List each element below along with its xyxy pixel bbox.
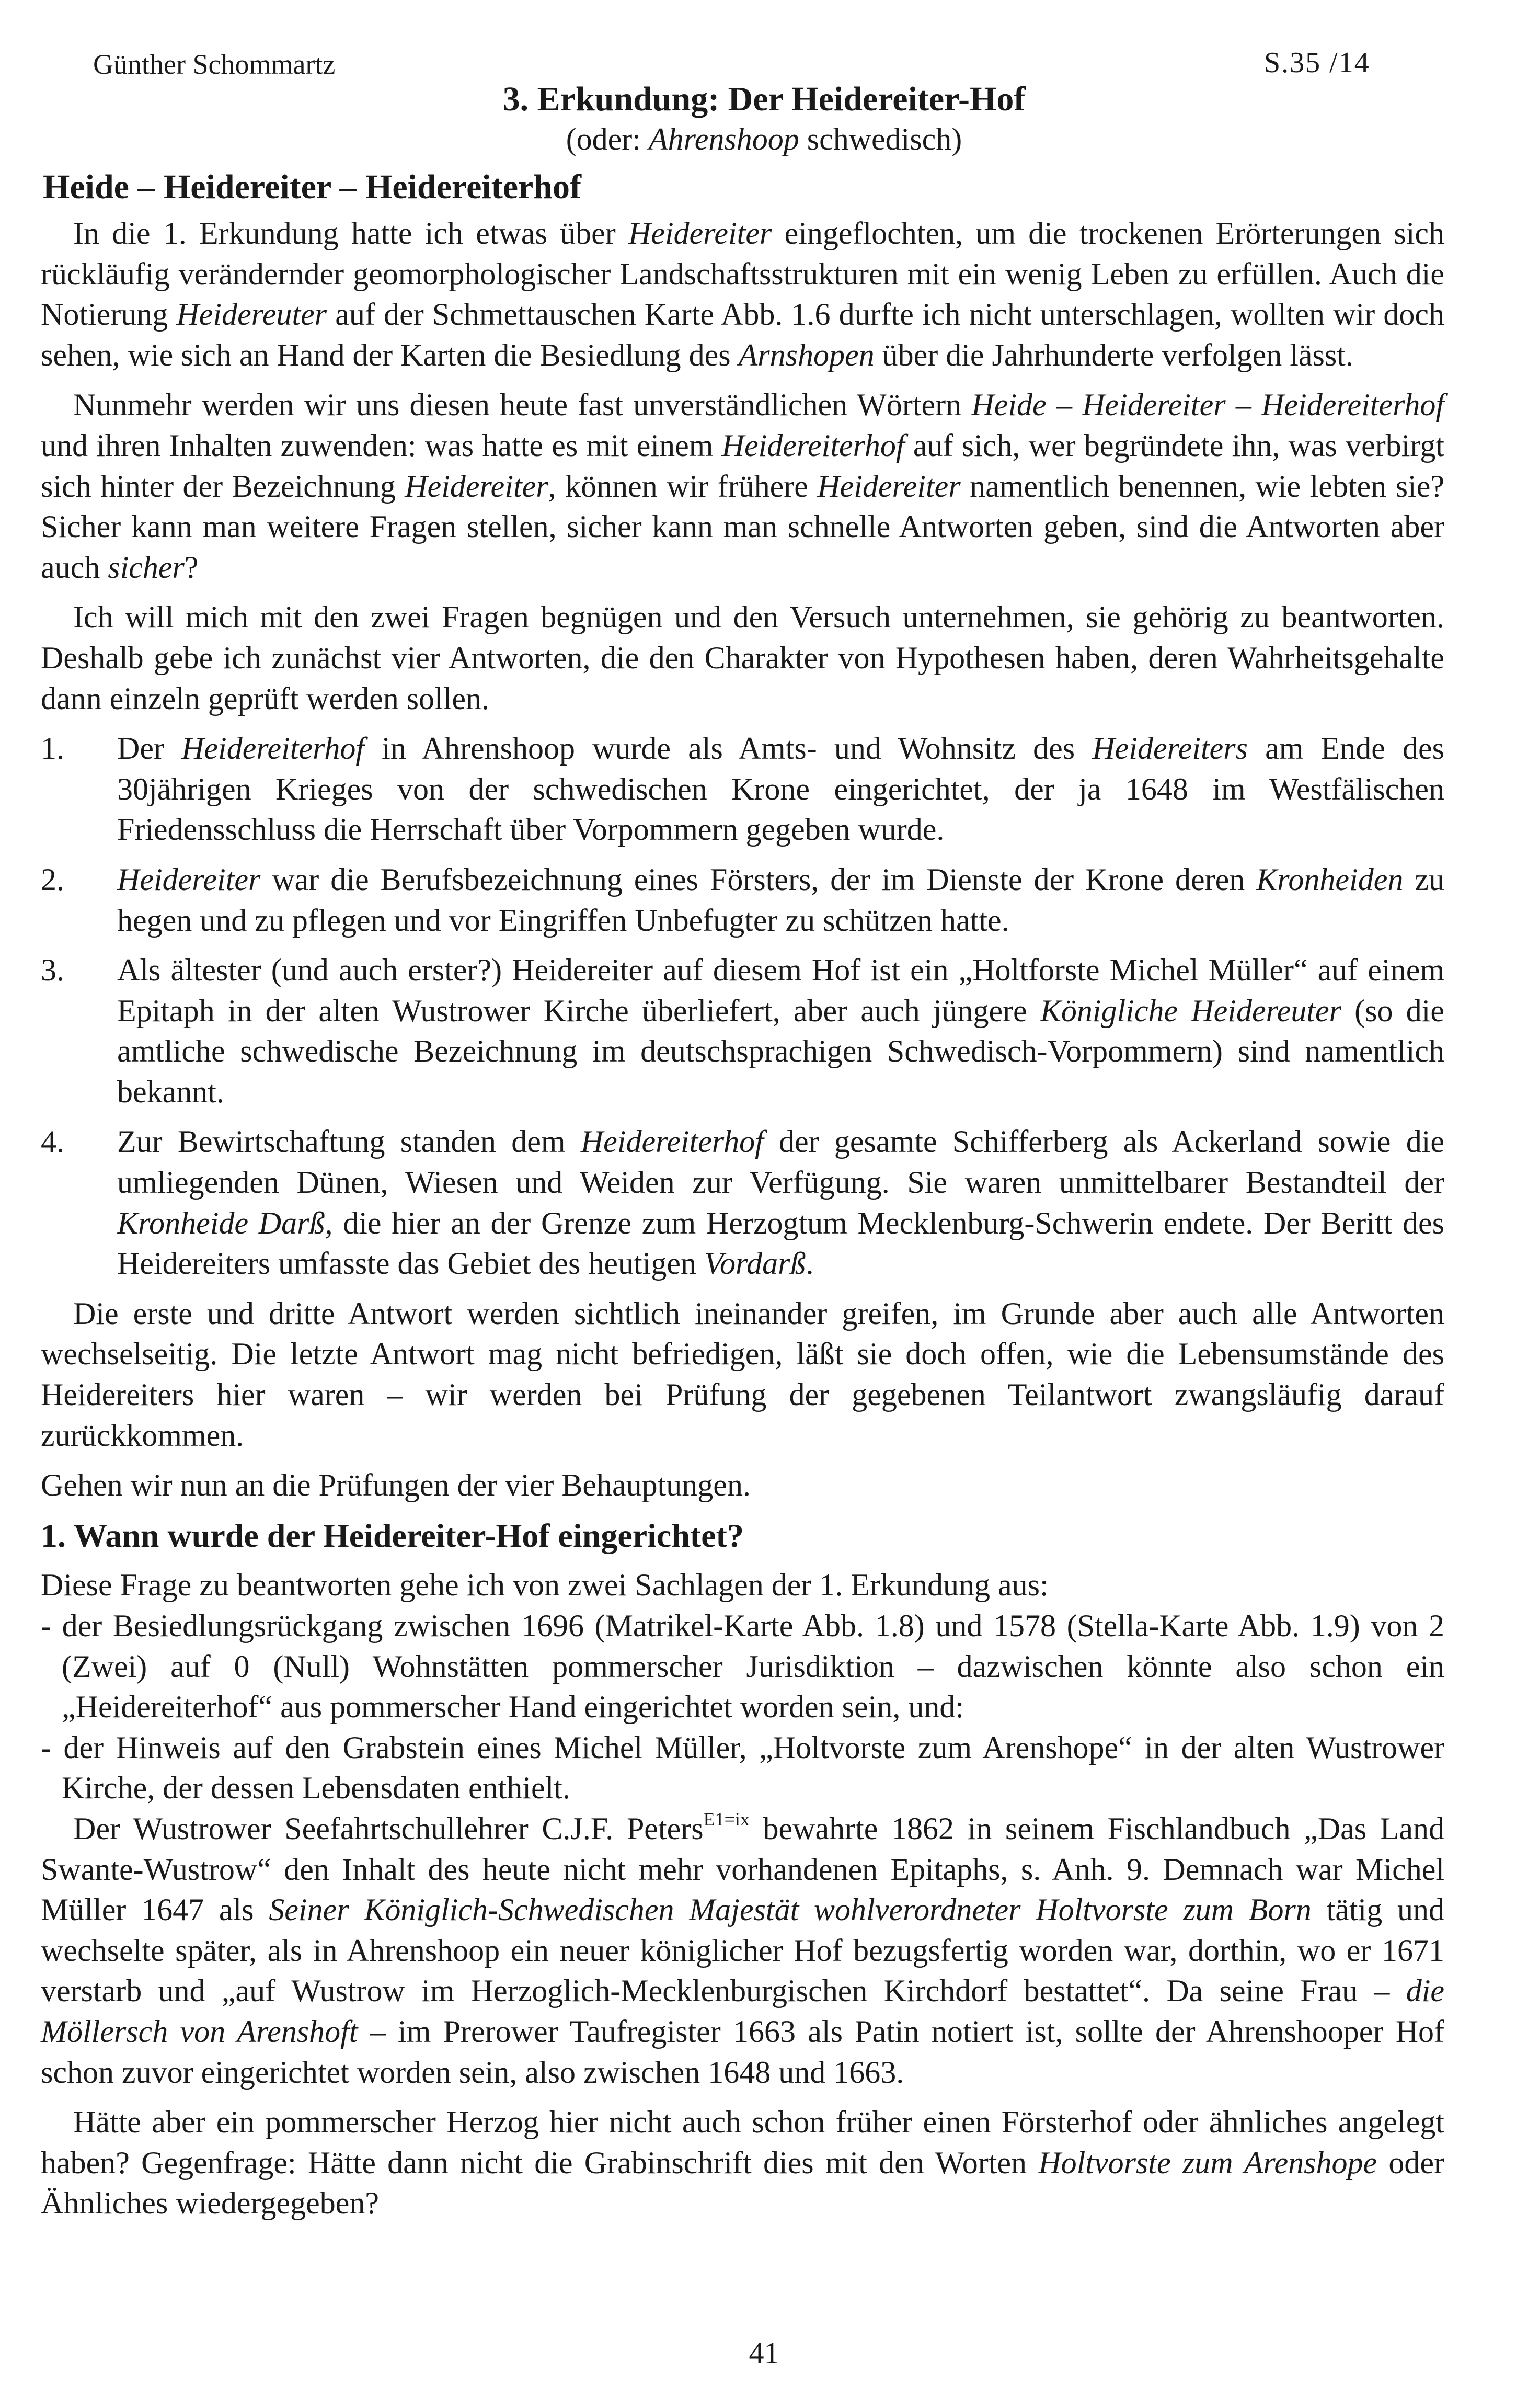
paragraph-4: Die erste und dritte Antwort werden sichtlich ineinander greifen, im Grunde aber auch alle Antworten wechselseitig. Die letzte Antwort mag nicht befriedigen, läßt sie doch offen, wie die Lebensumstände des Heidereiters hier waren – wir werden bei Prüfung der gegebenen Teilantwort zwangsläufig darauf zurückkommen. xyxy=(41,1296,1444,1453)
dash-item-1: - der Besiedlungsrückgang zwischen 1696 (Matrikel-Karte Abb. 1.8) und 1578 (Stella-Karte Abb. 1.9) von 2 (Zwei) auf 0 (Null) Wohnstätten pommerscher Jurisdiktion – dazwischen könnte also schon ein „Heidereiterhof“ aus pommerscher Hand eingerichtet worden sein, und: xyxy=(41,1608,1444,1725)
page-number: 41 xyxy=(749,2336,779,2370)
list-number: 1. xyxy=(41,731,64,766)
dash-item-2: - der Hinweis auf den Grabstein eines Michel Müller, „Holtvorste zum Arenshope“ in der alten Wustrower Kirche, der dessen Lebensdaten enthielt. xyxy=(41,1730,1444,1806)
header-author: Günther Schommartz xyxy=(93,49,336,80)
paragraph-3: Ich will mich mit den zwei Fragen begnügen und den Versuch unternehmen, sie gehörig zu beantworten. Deshalb gebe ich zunächst vier Antworten, die den Charakter von Hypothesen haben, deren Wahrheitsgehalte dann einzeln geprüft werden sollen. xyxy=(41,600,1444,716)
page-title: 3. Erkundung: Der Heidereiter-Hof xyxy=(502,80,1026,118)
page-subtitle: (oder: Ahrenshoop schwedisch) xyxy=(566,122,962,156)
paragraph-6: Diese Frage zu beantworten gehe ich von zwei Sachlagen der 1. Erkundung aus: xyxy=(41,1568,1049,1603)
body-text xyxy=(41,213,1444,2224)
subsection-heading: 1. Wann wurde der Heidereiter-Hof eingerichtet? xyxy=(41,1516,744,1554)
footnote-reference: E1=ix xyxy=(703,1808,750,1830)
list-item xyxy=(41,1122,1444,1284)
list-number: 2. xyxy=(41,862,64,897)
paragraph-8: Hätte aber ein pommerscher Herzog hier nicht auch schon früher einen Försterhof oder ähnliches angelegt haben? Gegenfrage: Hätte dann nicht die Grabinschrift dies mit den Worten Holtvorste zum Arenshope oder Ähnliches wiedergegeben? xyxy=(41,2105,1444,2221)
paragraph-1: In die 1. Erkundung hatte ich etwas über Heidereiter eingeflochten, um die trockenen Erörterungen sich rückläufig verändernder geomorphologischer Landschaftsstrukturen mit ein wenig Leben zu erfüllen. Auch die Notierung Heidereuter auf der Schmettauschen Karte Abb. 1.6 durfte ich nicht unterschlagen, wollten wir doch sehen, wie sich an Hand der Karten die Besiedlung des Arnshopen über die Jahrhunderte verfolgen lässt. xyxy=(41,216,1444,372)
header-page-reference: S.35 /14 xyxy=(1264,47,1370,79)
list-text: Der Heidereiterhof in Ahrenshoop wurde als Amts- und Wohnsitz des Heidereiters am Ende des 30jährigen Krieges von der schwedischen Krone eingerichtet, der ja 1648 im Westfälischen Friedensschluss die Herrschaft über Vorpommern gegeben wurde. xyxy=(117,731,1444,847)
list-text: Als ältester (und auch erster?) Heidereiter auf diesem Hof ist ein „Holtforste Michel Müller“ auf einem Epitaph in der alten Wustrower Kirche überliefert, aber auch jüngere Königliche Heidereuter (so die amtliche schwedische Bezeichnung im deutschsprachigen Schwedisch-Vorpommern) sind namentlich bekannt. xyxy=(117,953,1444,1109)
list-item xyxy=(41,728,1444,850)
list-text: Zur Bewirtschaftung standen dem Heidereiterhof der gesamte Schifferberg als Ackerland sowie die umliegenden Dünen, Wiesen und Weiden zur Verfügung. Sie waren unmittelbarer Bestandteil der Kronheide Darß, die hier an der Grenze zum Herzogtum Mecklenburg-Schwerin endete. Der Beritt des Heidereiters umfasste das Gebiet des heutigen Vordarß. xyxy=(117,1124,1444,1281)
list-item xyxy=(41,950,1444,1112)
list-number: 3. xyxy=(41,953,64,988)
list-item xyxy=(41,860,1444,941)
paragraph-2: Nunmehr werden wir uns diesen heute fast unverständlichen Wörtern Heide – Heidereiter – Heidereiterhof und ihren Inhalten zuwenden: was hatte es mit einem Heidereiterhof auf sich, wer begründete ihn, was verbirgt sich hinter der Bezeichnung Heidereiter, können wir frühere Heidereiter namentlich benennen, wie lebten sie? Sicher kann man weitere Fragen stellen, sicher kann man schnelle Antworten geben, sind die Antworten aber auch sicher? xyxy=(41,387,1445,585)
paragraph-7: Der Wustrower Seefahrtschullehrer C.J.F. Peters$^{E1=ix}$ bewahrte 1862 in seinem Fischlandbuch „Das Land Swante-Wustrow“ den Inhalt des heute nicht mehr vorhandenen Epitaphs, s. Anh. 9. Demnach war Michel Müller 1647 als Seiner Königlich-Schwedischen Majestät wohlverordneter Holtvorste zum Born tätig und wechselte später, als in Ahrenshoop ein neuer königlicher Hof bezugsfertig worden war, dorthin, wo er 1671 verstarb und „auf Wustrow im Herzoglich-Mecklenburgischen Kirchdorf bestattet“. Da seine Frau – die Möllersch von Arenshoft – im Prerower Taufregister 1663 als Patin notiert ist, sollte der Ahrenshooper Hof schon zuvor eingerichtet worden sein, also zwischen 1648 und 1663. xyxy=(41,1808,1445,2090)
paragraph-5: Gehen wir nun an die Prüfungen der vier Behauptungen. xyxy=(41,1468,751,1503)
list-number: 4. xyxy=(41,1124,64,1159)
section-heading: Heide – Heidereiter – Heidereiterhof xyxy=(43,168,581,206)
list-text: Heidereiter war die Berufsbezeichnung eines Försters, der im Dienste der Krone deren Kronheiden zu hegen und zu pflegen und vor Eingriffen Unbefugter zu schützen hatte. xyxy=(117,862,1444,938)
